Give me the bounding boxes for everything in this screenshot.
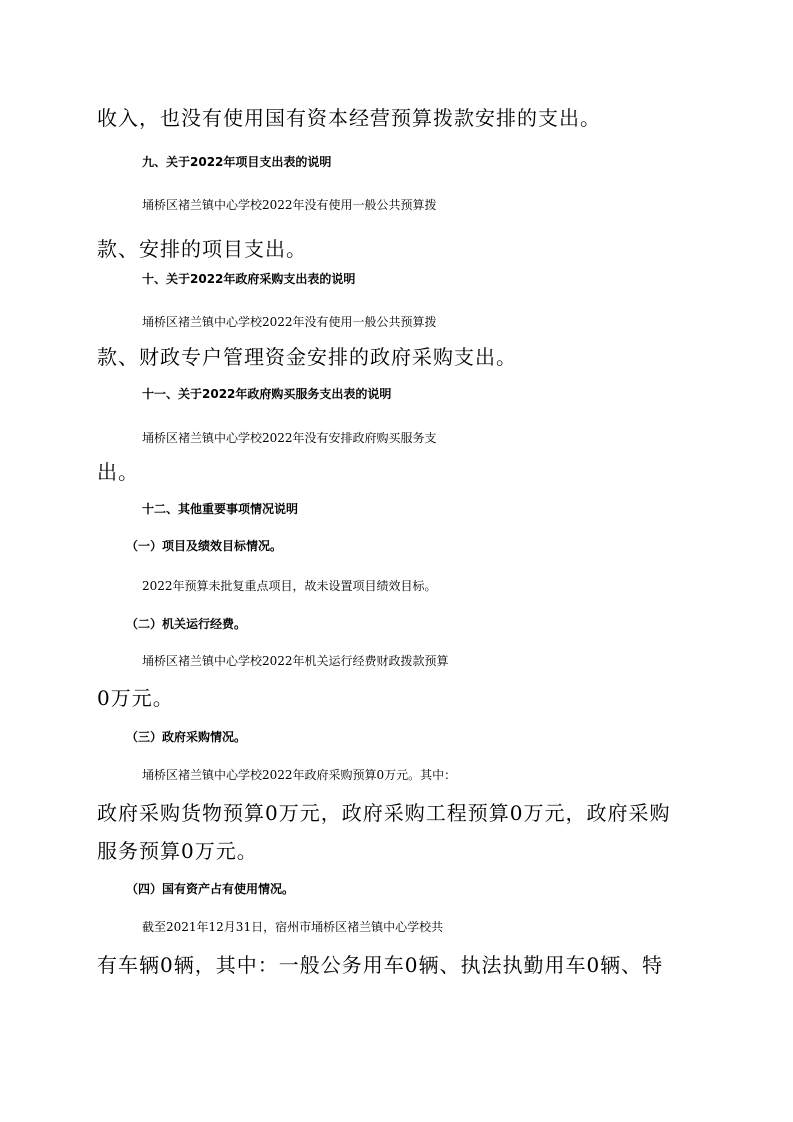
- paragraph-line: 埇桥区褚兰镇中心学校2022年政府采购预算0万元。其中：: [142, 768, 457, 782]
- paragraph-line: 款、安排的项目支出。: [97, 237, 307, 261]
- paragraph-line: 0万元。: [97, 686, 174, 710]
- paragraph-line: 截至2021年12月31日，宿州市埇桥区褚兰镇中心学校共: [142, 920, 444, 934]
- paragraph-line: 出。: [97, 460, 139, 484]
- paragraph-line: 有车辆0辆，其中：一般公务用车0辆、执法执勤用车0辆、特: [97, 953, 664, 977]
- paragraph-line: 埇桥区褚兰镇中心学校2022年没有使用一般公共预算拨: [142, 315, 437, 329]
- paragraph-line: 政府采购货物预算0万元，政府采购工程预算0万元，政府采购: [97, 801, 671, 825]
- section-heading-12: 十二、其他重要事项情况说明: [142, 502, 299, 516]
- subsection-heading-3: （三）政府采购情况。: [126, 730, 247, 744]
- section-heading-9: 九、关于2022年项目支出表的说明: [142, 155, 332, 169]
- section-heading-10: 十、关于2022年政府采购支出表的说明: [142, 272, 356, 286]
- paragraph-line: 埇桥区褚兰镇中心学校2022年机关运行经费财政拨款预算: [142, 654, 449, 668]
- subsection-heading-1: （一）项目及绩效目标情况。: [126, 539, 283, 553]
- paragraph-line: 埇桥区褚兰镇中心学校2022年没有使用一般公共预算拨: [142, 198, 437, 212]
- paragraph-line: 款、财政专户管理资金安排的政府采购支出。: [97, 345, 517, 369]
- paragraph-line: 埇桥区褚兰镇中心学校2022年没有安排政府购买服务支: [142, 431, 437, 445]
- subsection-heading-4: （四）国有资产占有使用情况。: [126, 882, 295, 896]
- subsection-heading-2: （二）机关运行经费。: [126, 617, 247, 631]
- paragraph-line: 收入，也没有使用国有资本经营预算拨款安排的支出。: [97, 106, 601, 130]
- paragraph-line: 服务预算0万元。: [97, 839, 258, 863]
- section-heading-11: 十一、关于2022年政府购买服务支出表的说明: [142, 387, 392, 401]
- paragraph-line: 2022年预算未批复重点项目，故未设置项目绩效目标。: [142, 579, 437, 593]
